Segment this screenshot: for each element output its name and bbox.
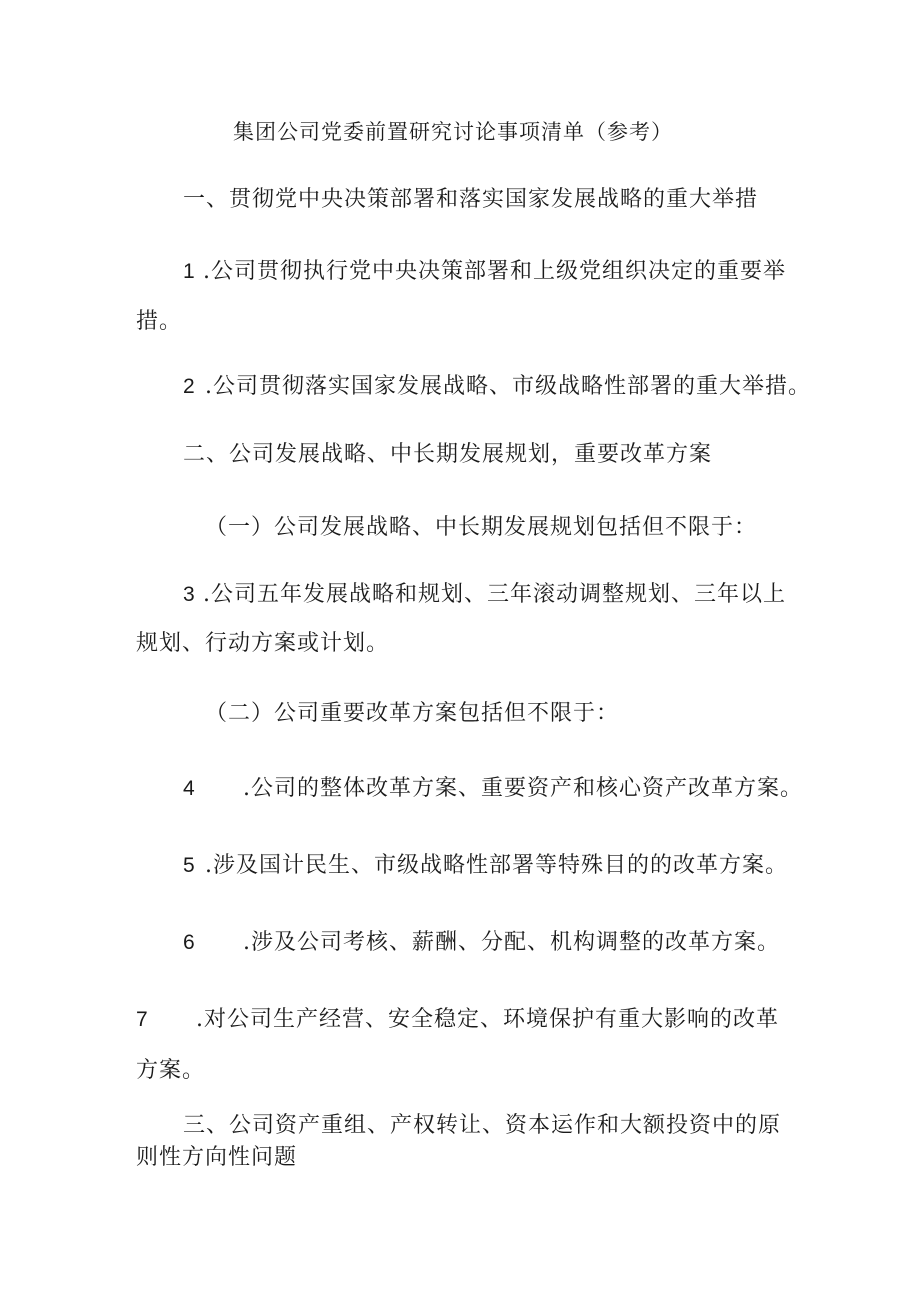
list-item-1-continuation: 措。 bbox=[136, 309, 183, 334]
list-item-2 bbox=[183, 373, 811, 401]
section-heading-1: 一、贯彻党中央决策部署和落实国家发展战略的重大举措 bbox=[183, 187, 759, 212]
item-number: 3 bbox=[183, 583, 196, 606]
list-item-4 bbox=[183, 775, 803, 803]
subsection-heading-2: （二）公司重要改革方案包括但不限于： bbox=[205, 701, 620, 726]
section-heading-3-continuation: 则性方向性问题 bbox=[136, 1145, 298, 1170]
item-text: .公司贯彻执行党中央决策部署和上级党组织决定的重要举 bbox=[203, 259, 786, 284]
item-text: .公司贯彻落实国家发展战略、市级战略性部署的重大举措。 bbox=[205, 374, 811, 399]
item-number: 6 bbox=[183, 931, 196, 954]
item-text: .涉及国计民生、市级战略性部署等特殊目的的改革方案。 bbox=[205, 853, 788, 878]
section-heading-3: 三、公司资产重组、产权转让、资本运作和大额投资中的原 bbox=[183, 1113, 782, 1138]
list-item-6 bbox=[183, 929, 780, 957]
list-item-3 bbox=[183, 581, 786, 609]
document-title: 集团公司党委前置研究讨论事项清单（参考） bbox=[233, 120, 673, 144]
list-item-3-continuation: 规划、行动方案或计划。 bbox=[136, 631, 390, 656]
item-text: .公司的整体改革方案、重要资产和核心资产改革方案。 bbox=[243, 776, 803, 801]
item-number: 5 bbox=[183, 854, 196, 877]
section-heading-2: 二、公司发展战略、中长期发展规划，重要改革方案 bbox=[183, 442, 713, 467]
list-item-7 bbox=[136, 1006, 779, 1034]
item-number: 4 bbox=[183, 777, 196, 800]
item-text: .公司五年发展战略和规划、三年滚动调整规划、三年以上 bbox=[203, 582, 786, 607]
list-item-7-continuation: 方案。 bbox=[136, 1058, 206, 1083]
list-item-1 bbox=[183, 258, 786, 286]
list-item-5 bbox=[183, 852, 788, 880]
subsection-heading-1: （一）公司发展战略、中长期发展规划包括但不限于： bbox=[205, 515, 758, 540]
item-number: 7 bbox=[136, 1008, 149, 1031]
item-text: .涉及公司考核、薪酬、分配、机构调整的改革方案。 bbox=[243, 930, 780, 955]
item-text: .对公司生产经营、安全稳定、环境保护有重大影响的改革 bbox=[196, 1007, 779, 1032]
item-number: 2 bbox=[183, 375, 196, 398]
item-number: 1 bbox=[183, 260, 196, 283]
